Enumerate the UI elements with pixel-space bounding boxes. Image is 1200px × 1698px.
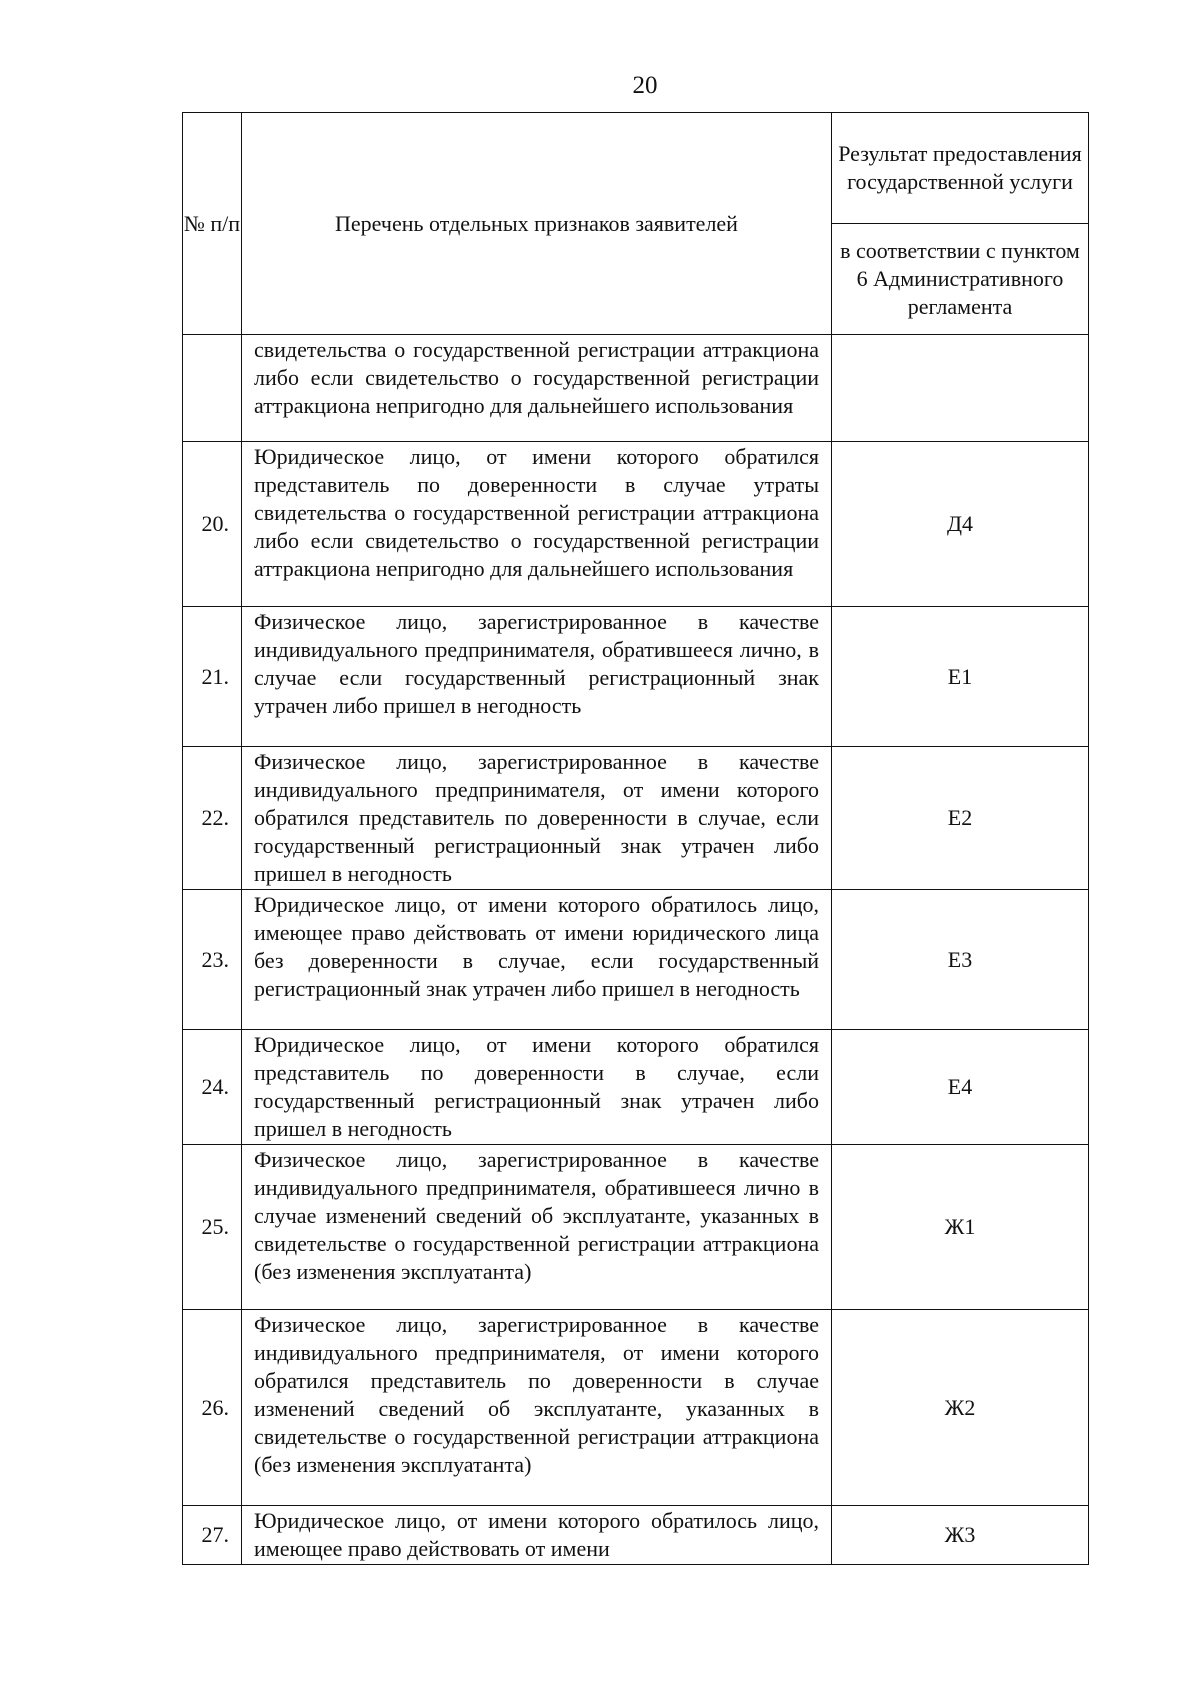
table-row bbox=[183, 1506, 1089, 1565]
row-number: 22. bbox=[183, 747, 242, 890]
row-result: Ж1 bbox=[832, 1145, 1089, 1310]
row-description: Физическое лицо, зарегистрированное в качестве индивидуального предпринимателя, обратившееся лично, в случае если государственный регистрационный знак утрачен либо пришел в негодность bbox=[242, 607, 832, 747]
row-result: Д4 bbox=[832, 442, 1089, 607]
row-description: Юридическое лицо, от имени которого обратился представитель по доверенности в случае утраты свидетельства о государственной регистрации аттракциона либо если свидетельство о государственной регистрации аттракциона непригодно для дальнейшего использования bbox=[242, 442, 832, 607]
row-number: 26. bbox=[183, 1310, 242, 1506]
row-description: Физическое лицо, зарегистрированное в качестве индивидуального предпринимателя, обратившееся лично в случае изменений сведений об эксплуатанте, указанных в свидетельстве о государственной регистрации аттракциона (без изменения эксплуатанта) bbox=[242, 1145, 832, 1310]
table-row bbox=[183, 607, 1089, 747]
row-result: Е4 bbox=[832, 1030, 1089, 1145]
row-description: Физическое лицо, зарегистрированное в качестве индивидуального предпринимателя, от имени которого обратился представитель по доверенности в случае изменений сведений об эксплуатанте, указанных в свидетельстве о государственной регистрации аттракциона (без изменения эксплуатанта) bbox=[242, 1310, 832, 1506]
row-result: Ж2 bbox=[832, 1310, 1089, 1506]
table-row bbox=[183, 747, 1089, 890]
table-row bbox=[183, 1145, 1089, 1310]
table-row bbox=[183, 335, 1089, 442]
row-number: 23. bbox=[183, 890, 242, 1030]
row-result: Е1 bbox=[832, 607, 1089, 747]
table-row bbox=[183, 442, 1089, 607]
header-result-sub: в соответствии с пунктом 6 Административного регламента bbox=[832, 224, 1089, 335]
table-row bbox=[183, 890, 1089, 1030]
row-number: 24. bbox=[183, 1030, 242, 1145]
table-header-row bbox=[183, 113, 1089, 224]
row-description: Физическое лицо, зарегистрированное в качестве индивидуального предпринимателя, от имени которого обратился представитель по доверенности в случае, если государственный регистрационный знак утрачен либо пришел в негодность bbox=[242, 747, 832, 890]
row-result: Е3 bbox=[832, 890, 1089, 1030]
row-result: Ж3 bbox=[832, 1506, 1089, 1565]
row-description: Юридическое лицо, от имени которого обратился представитель по доверенности в случае, если государственный регистрационный знак утрачен либо пришел в негодность bbox=[242, 1030, 832, 1145]
page-number: 20 bbox=[632, 72, 658, 99]
row-result bbox=[832, 335, 1089, 442]
header-number: № п/п bbox=[183, 113, 242, 335]
row-description: Юридическое лицо, от имени которого обратилось лицо, имеющее право действовать от имени bbox=[242, 1506, 832, 1565]
row-result: Е2 bbox=[832, 747, 1089, 890]
row-number: 27. bbox=[183, 1506, 242, 1565]
row-number: 25. bbox=[183, 1145, 242, 1310]
table-row bbox=[183, 1030, 1089, 1145]
row-description: Юридическое лицо, от имени которого обратилось лицо, имеющее право действовать от имени юридического лица без доверенности в случае, если государственный регистрационный знак утрачен либо пришел в негодность bbox=[242, 890, 832, 1030]
row-number bbox=[183, 335, 242, 442]
table-row bbox=[183, 1310, 1089, 1506]
row-number: 21. bbox=[183, 607, 242, 747]
row-number: 20. bbox=[183, 442, 242, 607]
header-result: Результат предоставления государственной услуги bbox=[832, 113, 1089, 224]
header-description: Перечень отдельных признаков заявителей bbox=[242, 113, 832, 335]
row-description: свидетельства о государственной регистрации аттракциона либо если свидетельство о государственной регистрации аттракциона непригодно для дальнейшего использования bbox=[242, 335, 832, 442]
applicant-features-table bbox=[182, 112, 1089, 1565]
